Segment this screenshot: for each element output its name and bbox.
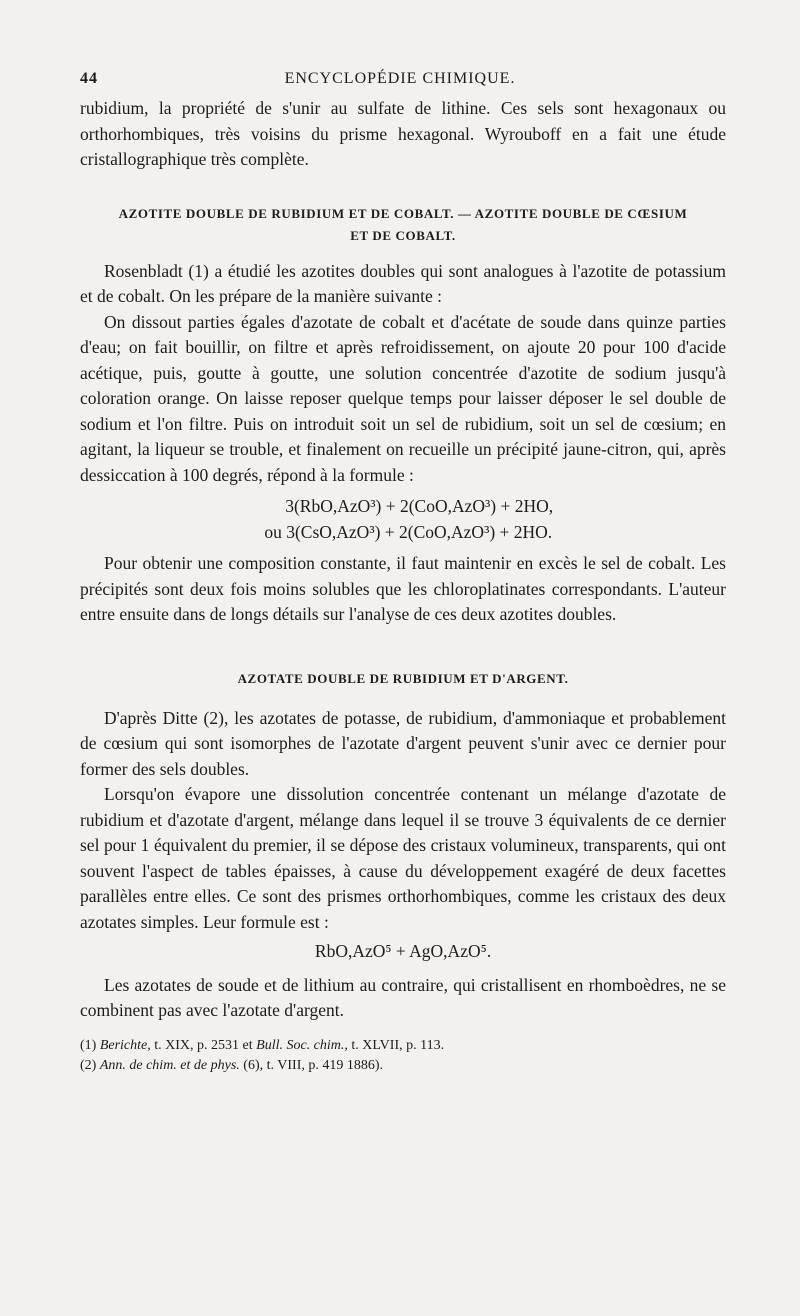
- footnote: (2) Ann. de chim. et de phys. (6), t. VIII, p. 419 1886).: [80, 1057, 384, 1073]
- body-text: [80, 96, 726, 1076]
- running-title: ENCYCLOPÉDIE CHIMIQUE.: [284, 70, 516, 87]
- section-heading-azotite: [80, 203, 726, 247]
- formula-caesium: ou 3(CsO,AzO³) + 2(CoO,AzO³) + 2HO.: [264, 521, 553, 542]
- section-heading-azotate: AZOTATE DOUBLE DE RUBIDIUM ET D'ARGENT.: [237, 670, 569, 686]
- formula-rubidium: 3(RbO,AzO³) + 2(CoO,AzO³) + 2HO,: [285, 496, 554, 516]
- paragraph: D'après Ditte (2), les azotates de potasse, de rubidium, d'ammoniaque et probablement de cœsium qui sont isomorphes de l'azotate d'argent peuvent s'unir avec ce dernier pour former des sels doubles.: [80, 707, 726, 779]
- section-heading-line1: AZOTITE DOUBLE DE RUBIDIUM ET DE COBALT. — AZOTITE DOUBLE DE CŒSIUM: [118, 205, 688, 221]
- paragraph: Les azotates de soude et de lithium au contraire, qui cristallisent en rhomboèdres, ne se combinent pas avec l'azotate d'argent.: [80, 974, 726, 1020]
- section-heading-line2: ET DE COBALT.: [350, 227, 456, 243]
- paragraph: Lorsqu'on évapore une dissolution concentrée contenant un mélange d'azotate de rubidium et d'azotate d'argent, mélange dans lequel il se trouve 3 équivalents de ce dernier sel pour 1 équivalent du premier, il se dépose des cristaux volumineux, transparents, qui ont souvent l'aspect de tables épaisses, à cause du développement exagéré de deux facettes parallèles entre elles. Ce sont des prismes orthorhombiques, comme les cristaux des deux azotates simples. Leur formule est :: [80, 784, 726, 932]
- paragraph: Pour obtenir une composition constante, il faut maintenir en excès le sel de cobalt. Les précipités sont deux fois moins solubles que les chloroplatinates correspondants. L'auteur entre ensuite dans de longs détails sur l'analyse de ces deux azotites doubles.: [80, 553, 726, 624]
- formula-silver: RbO,AzO⁵ + AgO,AzO⁵.: [314, 941, 492, 961]
- footnote: (1) Berichte, t. XIX, p. 2531 et Bull. Soc. chim., t. XLVII, p. 113.: [80, 1037, 445, 1053]
- paragraph: Rosenbladt (1) a étudié les azotites doubles qui sont analogues à l'azotite de potassium et de cobalt. On les prépare de la manière suivante :: [80, 260, 726, 306]
- page-number: 44: [80, 70, 98, 87]
- page-header: [80, 70, 720, 94]
- paragraph: On dissout parties égales d'azotate de cobalt et d'acétate de soude dans quinze parties d'eau; on fait bouillir, on filtre et après refroidissement, on ajoute 20 pour 100 d'acide acétique, puis, goutte à goutte, une solution concentrée d'azotite de sodium jusqu'à coloration orange. On laisse reposer quelque temps pour laisser déposer le sel double de sodium et l'on filtre. Puis on introduit soit un sel de rubidium, soit un sel de cœsium; en agitant, la liqueur se trouble, et finalement on recueille un précipité jaune-citron, qui, après dessiccation à 100 degrés, répond à la formule :: [80, 311, 726, 485]
- intro-paragraph: rubidium, la propriété de s'unir au sulfate de lithine. Ces sels sont hexagonaux ou orthorhombiques, très voisins du prisme hexagonal. Wyrouboff en a fait une étude cristallographique très complète.: [80, 98, 726, 169]
- footnotes: [80, 1036, 726, 1076]
